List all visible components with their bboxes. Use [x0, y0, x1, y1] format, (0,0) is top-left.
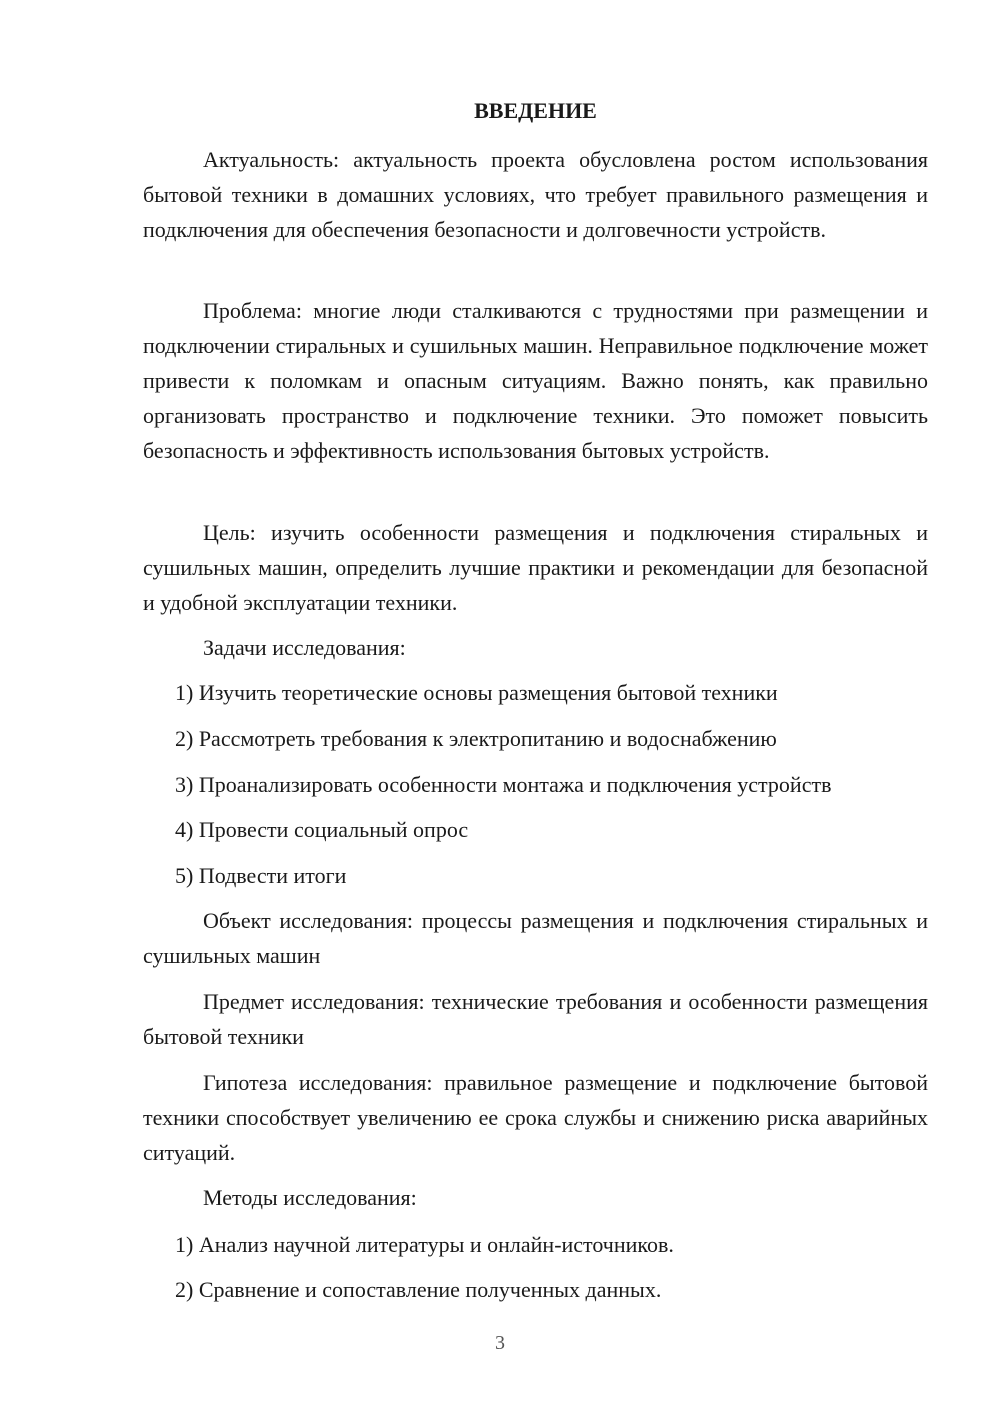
task-item: 4) Провести социальный опрос — [175, 817, 469, 842]
method-item: 2) Сравнение и сопоставление полученных данных. — [175, 1277, 662, 1302]
page-title: ВВЕДЕНИЕ — [474, 98, 597, 123]
paragraph-subject: Предмет исследования: технические требования и особенности размещения бытовой техники — [143, 989, 928, 1049]
paragraph-object: Объект исследования: процессы размещения и подключения стиральных и сушильных машин — [143, 908, 928, 968]
task-item: 3) Проанализировать особенности монтажа и подключения устройств — [175, 772, 832, 797]
methods-heading: Методы исследования: — [203, 1185, 417, 1210]
task-item: 1) Изучить теоретические основы размещения бытовой техники — [175, 680, 778, 705]
task-item: 2) Рассмотреть требования к электропитанию и водоснабжению — [175, 726, 777, 751]
tasks-heading: Задачи исследования: — [203, 635, 406, 660]
page-number: 3 — [495, 1332, 505, 1354]
paragraph-problem: Проблема: многие люди сталкиваются с трудностями при размещении и подключении стиральных и сушильных машин. Неправильное подключение может привести к поломкам и опасным ситуациям. Важно понять, как правильно организовать пространство и подключение техники. Это поможет повысить безопасность и эффективность использования бытовых устройств. — [143, 298, 928, 463]
paragraph-hypothesis: Гипотеза исследования: правильное размещение и подключение бытовой техники способствует увеличению ее срока службы и снижению риска аварийных ситуаций. — [143, 1070, 928, 1165]
paragraph-goal: Цель: изучить особенности размещения и подключения стиральных и сушильных машин, определить лучшие практики и рекомендации для безопасной и удобной эксплуатации техники. — [143, 520, 928, 615]
method-item: 1) Анализ научной литературы и онлайн-источников. — [175, 1232, 674, 1257]
task-item: 5) Подвести итоги — [175, 863, 347, 888]
paragraph-relevance: Актуальность: актуальность проекта обусловлена ростом использования бытовой техники в домашних условиях, что требует правильного размещения и подключения для обеспечения безопасности и долговечности устройств. — [143, 147, 928, 242]
